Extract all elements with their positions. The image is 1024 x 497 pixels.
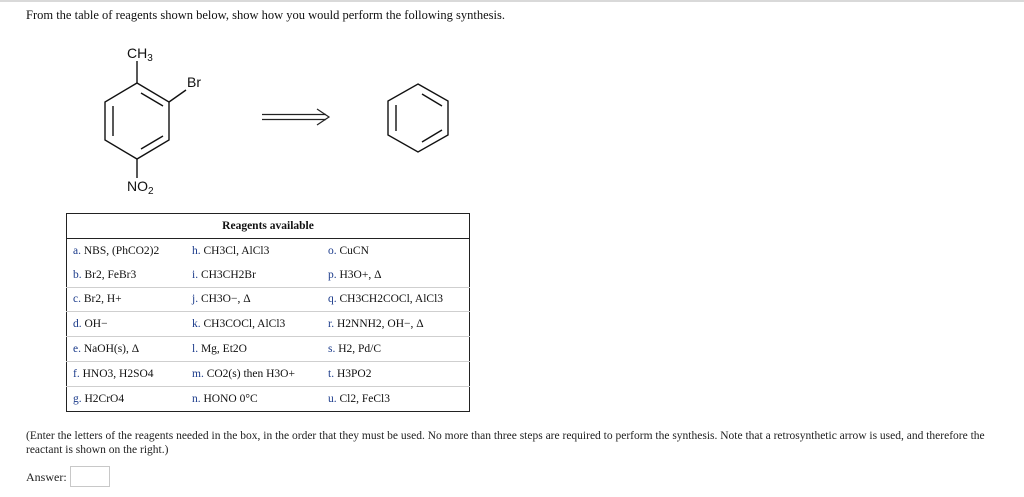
reagent-cell: l. Mg, Et2O (186, 337, 322, 362)
br-label: Br (187, 74, 201, 90)
instructions-note: (Enter the letters of the reagents needed in the box, in the order that they must be used. No more than three steps are required to perform the synthesis. Note that a retrosynthetic arrow is used, and therefore the reactant is shown on the right.) (26, 430, 985, 456)
answer-label: Answer: (26, 470, 67, 484)
table-row (67, 361, 470, 386)
benzene-molecule (388, 84, 448, 152)
reagent-cell: h. CH3Cl, AlCl3 (186, 239, 322, 263)
synthesis-scheme (0, 0, 1024, 210)
reagent-cell: k. CH3COCl, AlCl3 (186, 312, 322, 337)
reagent-cell: s. H2, Pd/C (322, 337, 470, 362)
reagent-cell: o. CuCN (322, 239, 470, 263)
table-row (67, 312, 470, 337)
reagent-cell: p. H3O+, Δ (328, 268, 382, 281)
reagent-cell: r. H2NNH2, OH−, Δ (322, 312, 470, 337)
ch3-label: $CH_3$ (127, 45, 153, 64)
reagent-cell: a. NBS, (PhCO2)2 (67, 239, 187, 263)
reagent-cell: q. CH3CH2COCl, AlCl3 (322, 287, 470, 312)
reagent-cell: f. HNO3, H2SO4 (67, 361, 187, 386)
table-row (67, 386, 470, 411)
reagent-cell: c. Br2, H+ (67, 287, 187, 312)
reagent-cell: i. CH3CH2Br (192, 268, 256, 281)
question-text: From the table of reagents shown below, show how you would perform the following synthesis. (26, 8, 505, 22)
retrosynthetic-arrow (262, 109, 329, 125)
start-molecule (105, 61, 186, 178)
reagent-cell: b. Br2, FeBr3 (73, 268, 137, 281)
reagent-cell: d. OH− (67, 312, 187, 337)
reagent-cell: e. NaOH(s), Δ (67, 337, 187, 362)
table-row (67, 287, 470, 312)
reagent-cell: t. H3PO2 (322, 361, 470, 386)
table-row (67, 337, 470, 362)
table-row (67, 239, 470, 263)
reagents-table (66, 213, 470, 412)
reagent-cell: g. H2CrO4 (67, 386, 187, 411)
answer-input[interactable] (70, 466, 110, 487)
table-row (67, 263, 470, 287)
reagent-cell: j. CH3O−, Δ (186, 287, 322, 312)
reagent-cell: n. HONO 0°C (186, 386, 322, 411)
reagent-cell: m. CO2(s) then H3O+ (186, 361, 322, 386)
no2-label: $NO_2$ (127, 178, 154, 197)
reagent-cell: u. Cl2, FeCl3 (322, 386, 470, 411)
reagents-table-header: Reagents available (67, 214, 470, 239)
